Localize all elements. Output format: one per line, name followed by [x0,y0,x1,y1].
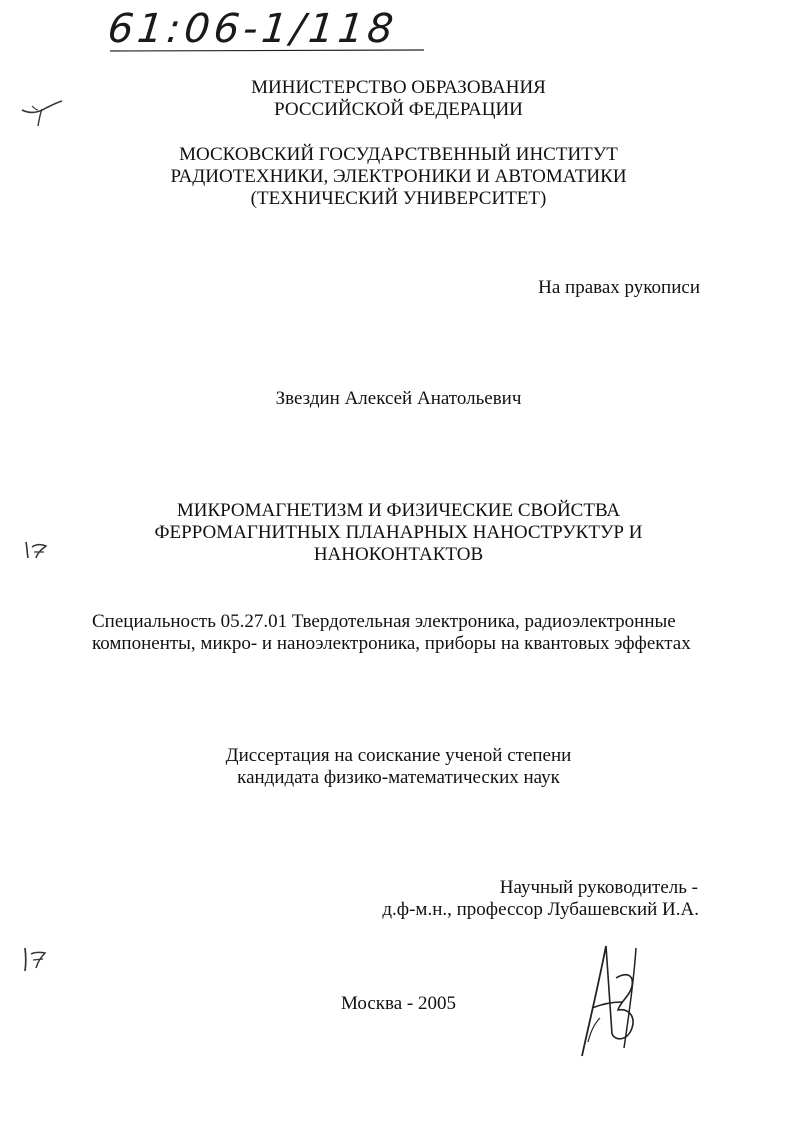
supervisor-line-1: Научный руководитель - [499,877,698,898]
author-name: Звездин Алексей Анатольевич [275,388,522,409]
institute-line-3: (ТЕХНИЧЕСКИЙ УНИВЕРСИТЕТ) [250,188,547,209]
ministry-line-1: МИНИСТЕРСТВО ОБРАЗОВАНИЯ [251,77,546,98]
thesis-title-line-1: МИКРОМАГНЕТИЗМ И ФИЗИЧЕСКИЕ СВОЙСТВА [176,500,621,521]
specialty-line-1: Специальность 05.27.01 Твердотельная электроника, радиоэлектронные [92,611,676,632]
specialty-line-2: компоненты, микро- и наноэлектроника, приборы на квантовых эффектах [92,633,691,654]
institute-line-2: РАДИОТЕХНИКИ, ЭЛЕКТРОНИКИ И АВТОМАТИКИ [170,166,627,187]
code-underline-mark [108,48,428,54]
institute-line-1: МОСКОВСКИЙ ГОСУДАРСТВЕННЫЙ ИНСТИТУТ [179,144,618,165]
place-year: Москва - 2005 [340,993,457,1014]
pencil-mark-icon [20,944,50,974]
handwritten-archive-code: 61:06-1/118 [105,6,400,52]
ministry-line-2: РОССИЙСКОЙ ФЕДЕРАЦИИ [274,99,523,120]
thesis-title-line-3: НАНОКОНТАКТОВ [313,544,484,565]
thesis-title-line-2: ФЕРРОМАГНИТНЫХ ПЛАНАРНЫХ НАНОСТРУКТУР И [154,522,643,543]
signature-icon [572,938,662,1064]
rights-note: На правах рукописи [538,277,700,298]
degree-line-2: кандидата физико-математических наук [237,767,560,788]
degree-line-1: Диссертация на соискание ученой степени [225,745,572,766]
supervisor-line-2: д.ф-м.н., профессор Лубашевский И.А. [382,899,699,920]
